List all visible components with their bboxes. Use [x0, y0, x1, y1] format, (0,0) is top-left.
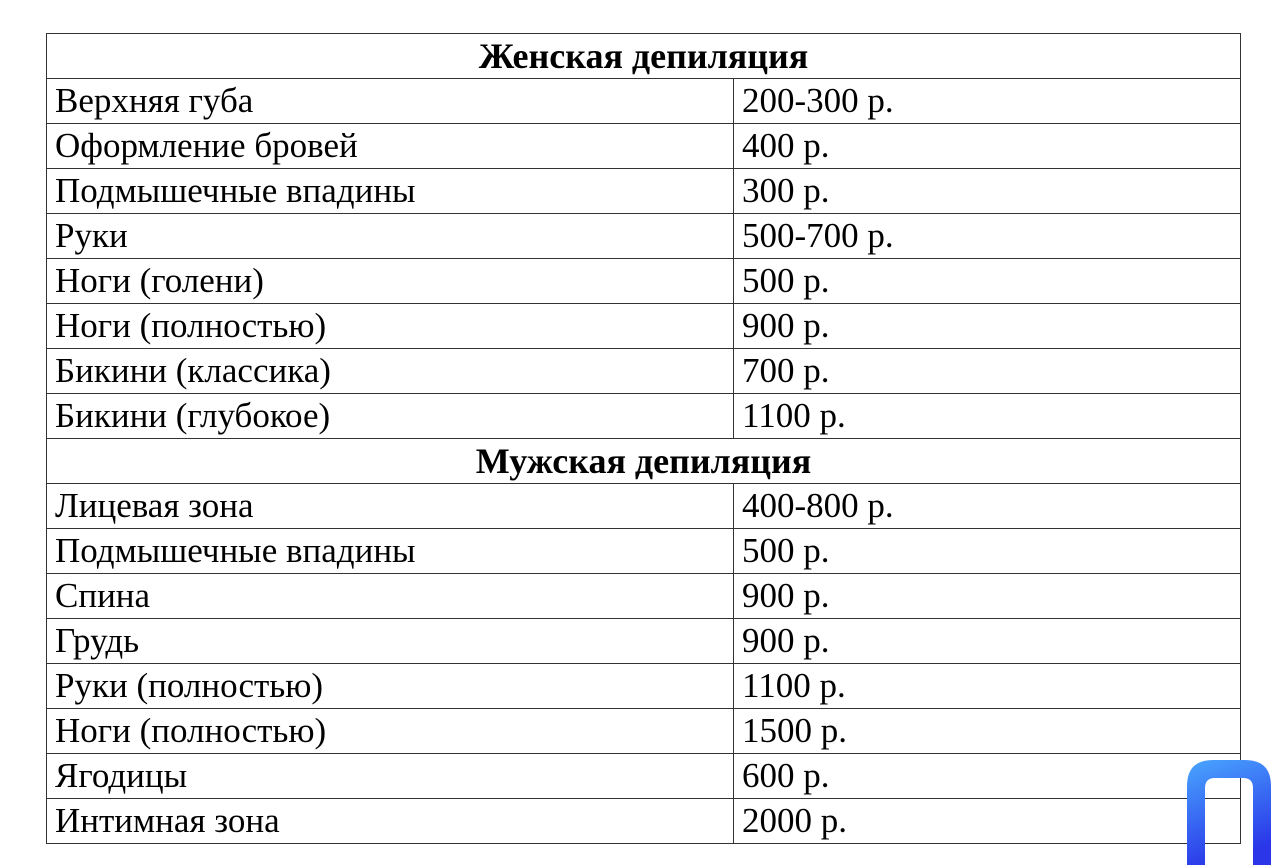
service-name: Руки: [47, 214, 734, 259]
service-price: 1500 р.: [734, 709, 1241, 754]
service-price: 300 р.: [734, 169, 1241, 214]
table-row: [47, 754, 1241, 799]
table-row: [47, 799, 1241, 844]
service-name: Интимная зона: [47, 799, 734, 844]
table-row: [47, 79, 1241, 124]
service-name: Ноги (полностью): [47, 304, 734, 349]
service-name: Ноги (полностью): [47, 709, 734, 754]
brand-logo-icon: [1183, 756, 1273, 865]
service-price: 500 р.: [734, 259, 1241, 304]
service-name: Бикини (классика): [47, 349, 734, 394]
service-name: Лицевая зона: [47, 484, 734, 529]
section-header-row: [47, 34, 1241, 79]
price-table: [46, 33, 1241, 844]
table-row: [47, 709, 1241, 754]
table-row: [47, 259, 1241, 304]
price-table-body: [47, 34, 1241, 844]
section-title: Мужская депиляция: [47, 439, 1241, 484]
service-name: Спина: [47, 574, 734, 619]
service-price: 1100 р.: [734, 394, 1241, 439]
service-price: 200-300 р.: [734, 79, 1241, 124]
service-name: Оформление бровей: [47, 124, 734, 169]
service-price: 2000 р.: [734, 799, 1241, 844]
service-price: 500 р.: [734, 529, 1241, 574]
service-name: Подмышечные впадины: [47, 169, 734, 214]
service-name: Руки (полностью): [47, 664, 734, 709]
table-row: [47, 484, 1241, 529]
table-row: [47, 664, 1241, 709]
service-name: Ягодицы: [47, 754, 734, 799]
table-row: [47, 529, 1241, 574]
service-price: 400 р.: [734, 124, 1241, 169]
table-row: [47, 349, 1241, 394]
table-row: [47, 304, 1241, 349]
service-price: 400-800 р.: [734, 484, 1241, 529]
table-row: [47, 169, 1241, 214]
service-name: Верхняя губа: [47, 79, 734, 124]
service-price: 900 р.: [734, 619, 1241, 664]
table-row: [47, 574, 1241, 619]
service-name: Бикини (глубокое): [47, 394, 734, 439]
service-price: 1100 р.: [734, 664, 1241, 709]
section-title: Женская депиляция: [47, 34, 1241, 79]
service-price: 900 р.: [734, 574, 1241, 619]
service-name: Грудь: [47, 619, 734, 664]
service-price: 900 р.: [734, 304, 1241, 349]
service-price: 600 р.: [734, 754, 1241, 799]
service-price: 500-700 р.: [734, 214, 1241, 259]
service-name: Ноги (голени): [47, 259, 734, 304]
section-header-row: [47, 439, 1241, 484]
table-row: [47, 124, 1241, 169]
table-row: [47, 394, 1241, 439]
table-row: [47, 214, 1241, 259]
service-price: 700 р.: [734, 349, 1241, 394]
service-name: Подмышечные впадины: [47, 529, 734, 574]
table-row: [47, 619, 1241, 664]
